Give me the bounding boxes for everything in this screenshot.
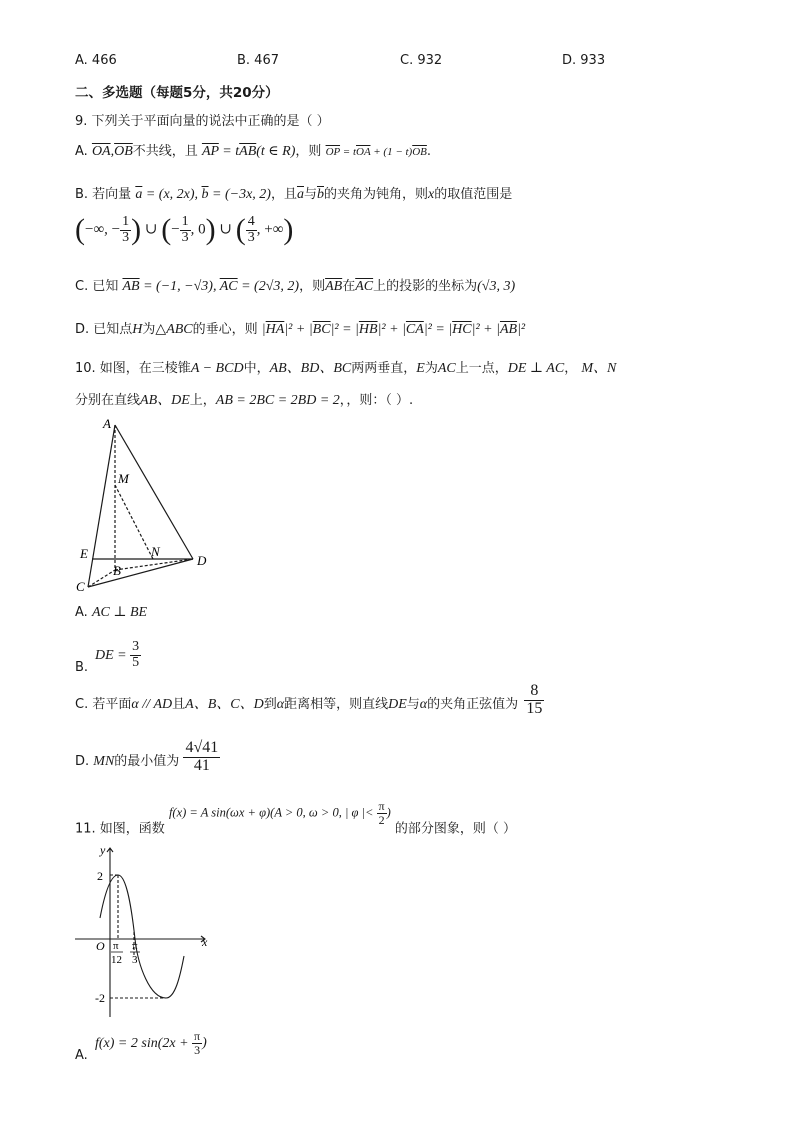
option-a: A. 466 (75, 53, 117, 68)
tetrahedron-figure (75, 415, 215, 595)
label-m: M (118, 471, 129, 486)
label-e: E (80, 546, 88, 561)
graph-y-label: y (100, 843, 106, 857)
q9-option-b: B. 若向量 $\overline{a} = (x$, 2x), $\overline{b} = (-3x$, 2)，且$\overline{a}$与$\overline{b}$的夹角为钝角，则x的取值范围是 (75, 187, 513, 202)
q10-option-b: B. DE = $\frac{3}{5}$ (75, 639, 140, 675)
option-c: C. 932 (400, 53, 443, 68)
q10-stem: 10. 如图，在三棱锥A − BCD中，AB、BD、BC两两垂直，E为AC上一点，DE ⊥ AC， M、N (75, 361, 617, 376)
q9-option-b-range: (−∞, − $\frac{1}{3}$ ) ∪ (− $\frac{1}{3}$ , 0) ∪ ( $\frac{4}{3}$ , +∞) (75, 213, 294, 246)
label-b: B (113, 563, 121, 578)
q10-stem-line2: 分别在直线AB、DE上，AB = 2BC = 2BD = 2，，则：（ ）. (75, 393, 414, 408)
q9-option-d: D. 已知点H为△ABC的垂心，则 $|\overline{HA}|^2 + |\overline{BC}|^2 = |\overline{HB}|^2 + |\overline{CA}|^2 = |\overline{HC}|^2 + |\overline{AB}|^2$ (75, 322, 526, 337)
q10-option-c: C. 若平面α // AD且A、B、C、D到α距离相等，则直线DE与α的夹角正弦值为 $\frac{8}{15}$ (75, 682, 543, 717)
graph-ymax-label: 2 (97, 869, 103, 883)
q10-option-a: A. AC ⊥ BE (75, 605, 148, 620)
label-d: D (197, 553, 207, 568)
sine-graph (70, 842, 220, 1022)
q11-option-a: A. f(x) = 2 sin(2x + $\frac{\pi}{3}$ ) (75, 1029, 207, 1063)
graph-x-label: x (202, 935, 208, 949)
tick2-denominator: 3 (132, 954, 138, 966)
label-a: A (103, 416, 111, 431)
q10-option-d: D. MN的最小值为 $\frac{4√41}{41}$ (75, 739, 219, 774)
tick2-numerator: π (132, 940, 138, 952)
section-heading: 二、多选题（每题5分，共20分） (75, 85, 279, 101)
option-d: D. 933 (562, 53, 606, 68)
tick1-denominator: 12 (111, 954, 122, 966)
q11-stem: 11. 如图，函数 f(x) = A sin(ωx + φ)(A > 0, ω > 0, | φ |< $\frac{\pi}{2}$ ) 的部分图象，则（ ） (75, 799, 517, 837)
graph-ymin-label: -2 (95, 991, 105, 1005)
label-n: N (151, 544, 160, 559)
graph-origin-label: O (96, 939, 105, 953)
tick1-numerator: π (113, 940, 119, 952)
q9-option-c: C. 已知 $\overline{AB} = (-1$, −√3), $\overline{AC} = (2√3$, 2)，则$\overline{AB}$在$\overline{AC}$上的投影的坐标为(√3, 3) (75, 279, 516, 294)
q9-stem: 9. 下列关于平面向量的说法中正确的是（ ） (75, 114, 330, 129)
q9-option-a: A. $\overline{OA},\overline{OB}$不共线，且 $\overline{AP} = t\overline{AB}(t$ ∈ R)，则 $\overline{OP} = t\overline{OA} + (1 - t)\overline{OB}$. (75, 144, 432, 159)
label-c: C (76, 579, 85, 594)
option-b: B. 467 (237, 53, 279, 68)
